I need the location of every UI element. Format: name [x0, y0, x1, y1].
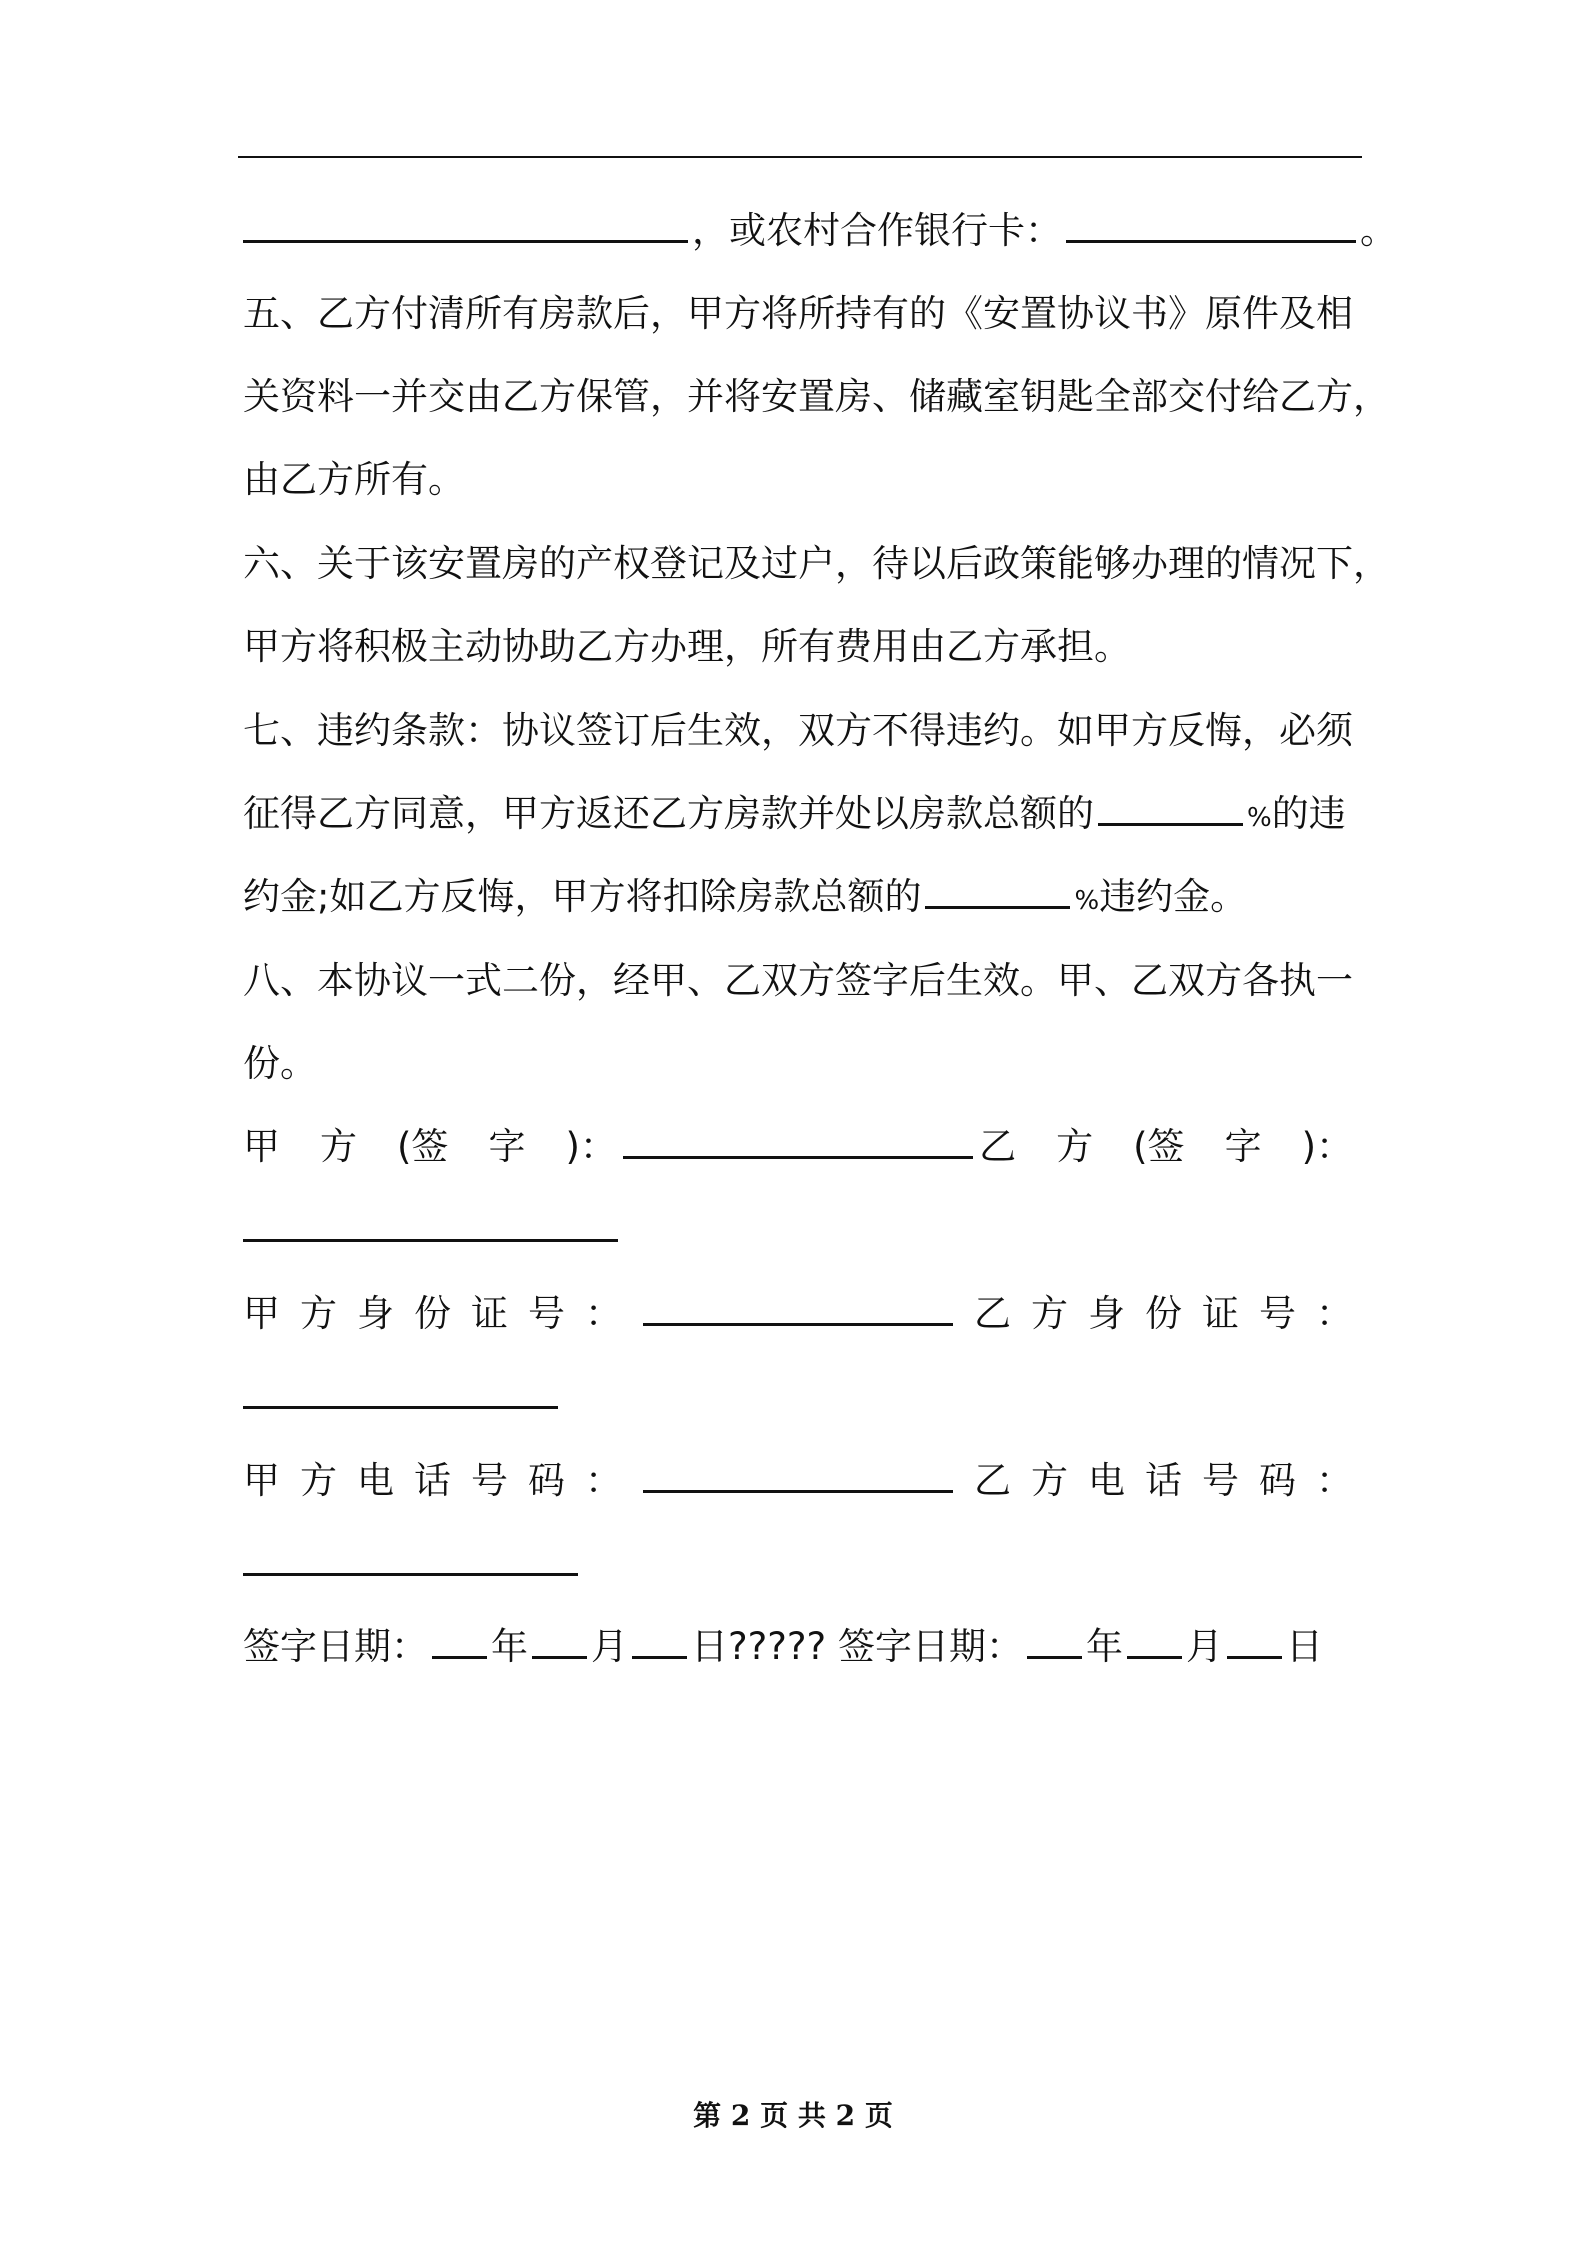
account-blank[interactable]: [243, 206, 688, 243]
clause7-line3: [243, 872, 1353, 926]
party-a-id-label: 甲 方 身 份 证 号 ：: [243, 1292, 622, 1335]
percent-sign: %: [1074, 886, 1100, 916]
party-a-phone-label: 甲 方 电 话 号 码 ：: [243, 1459, 622, 1502]
signing-date-line: 签字日期： 年 月 日????? 签字日期： 年 月 日: [243, 1622, 1353, 1672]
party-b-date-label: 签字日期：: [837, 1625, 1023, 1668]
clause7-line1: 七、违约条款：协议签订后生效，双方不得违约。如甲方反悔，必须: [243, 709, 1353, 752]
party-b-id-label: 乙 方 身 份 证 号 ：: [974, 1292, 1353, 1335]
penalty-a-blank[interactable]: [1098, 789, 1243, 826]
clause6-line1: 六、关于该安置房的产权登记及过户，待以后政策能够办理的情况下，: [243, 542, 1390, 585]
clause6-line2: 甲方将积极主动协助乙方办理，所有费用由乙方承担。: [243, 625, 1131, 668]
party-a-id-blank[interactable]: [643, 1289, 953, 1326]
clause7-line3-text: 约金;如乙方反悔，甲方将扣除房款总额的: [243, 875, 922, 918]
party-b-phone-blank[interactable]: [243, 1539, 578, 1576]
clause7-line2-text: 征得乙方同意，甲方返还乙方房款并处以房款总额的: [243, 792, 1094, 835]
party-a-phone-blank[interactable]: [643, 1456, 953, 1493]
party-a-date-label: 签字日期：: [243, 1625, 428, 1668]
percent-sign: %: [1247, 803, 1272, 833]
party-b-phone-line: [243, 1539, 1353, 1589]
bank-card-blank[interactable]: [1066, 206, 1356, 243]
party-a-sign-label: 甲 方 (签 字 )：: [243, 1125, 617, 1168]
signature-line: [243, 1122, 1353, 1172]
clause8-line2: 份。: [243, 1042, 317, 1085]
party-b-year-blank[interactable]: [1027, 1622, 1082, 1659]
penalty-b-blank[interactable]: [925, 872, 1070, 909]
clause8-line1: 八、本协议一式二份，经甲、乙双方签字后生效。甲、乙双方各执一: [243, 959, 1353, 1002]
end-mark: 。: [1360, 209, 1397, 252]
party-a-day-blank[interactable]: [632, 1622, 687, 1659]
clause5-line3: 由乙方所有。: [243, 458, 465, 501]
id-number-line: [243, 1289, 1353, 1339]
party-b-sign-label: 乙 方 (签 字 )：: [979, 1125, 1353, 1168]
clause5-line2: 关资料一并交由乙方保管，并将安置房、储藏室钥匙全部交付给乙方，: [243, 375, 1390, 418]
party-b-phone-label: 乙 方 电 话 号 码 ：: [974, 1459, 1353, 1502]
clause7-line3-end: 违约金。: [1099, 875, 1248, 918]
party-b-id-blank[interactable]: [243, 1372, 558, 1409]
party-a-month-blank[interactable]: [532, 1622, 587, 1659]
party-b-month-blank[interactable]: [1127, 1622, 1182, 1659]
party-b-sign-line: [243, 1205, 1353, 1255]
header-rule: [238, 156, 1362, 158]
clause7-line2-end: 的违: [1271, 792, 1346, 835]
clause5-line1: 五、乙方付清所有房款后，甲方将所持有的《安置协议书》原件及相: [243, 292, 1353, 335]
party-b-sign-blank[interactable]: [243, 1205, 618, 1242]
party-a-sign-blank[interactable]: [623, 1122, 973, 1159]
phone-number-line: [243, 1456, 1353, 1506]
party-b-id-line: [243, 1372, 1353, 1422]
party-a-year-blank[interactable]: [432, 1622, 487, 1659]
page-number-footer: 第 2 页 共 2 页: [693, 2099, 893, 2132]
clause7-line2: [243, 789, 1353, 843]
party-b-day-blank[interactable]: [1227, 1622, 1282, 1659]
bank-card-text: ，或农村合作银行卡：: [692, 209, 1062, 252]
date-separator: ?????: [728, 1625, 827, 1668]
bank-card-line: [243, 206, 1397, 256]
